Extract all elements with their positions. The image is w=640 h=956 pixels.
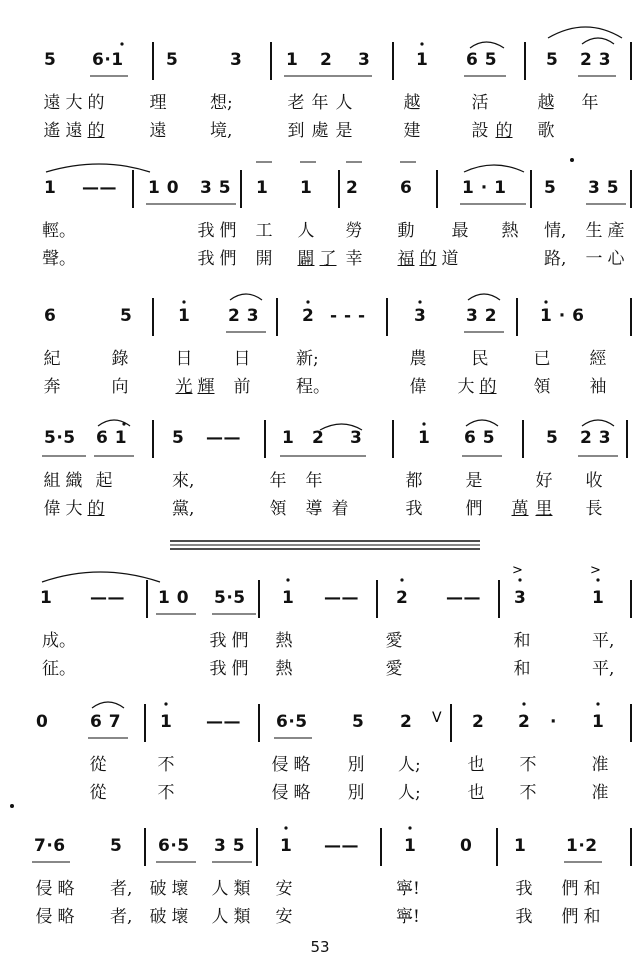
note: 2 3 — [580, 50, 612, 70]
lyric-char: 勞 — [345, 221, 363, 241]
lyric-char: 我 — [209, 659, 227, 679]
lyric-char: 的 — [87, 93, 105, 113]
lyric-char: 壞 — [171, 879, 189, 899]
lyric-char: 大 — [65, 93, 83, 113]
lyric-char: 別 — [347, 755, 365, 775]
note: 5 — [546, 50, 559, 70]
note: 5·5 — [44, 428, 76, 448]
lyric-char: 從 — [89, 783, 107, 803]
note: 7·6 — [34, 836, 66, 856]
lyric-char: 老 — [287, 93, 305, 113]
lyric-char: 准 — [591, 783, 609, 803]
lyric-char: 平, — [592, 659, 615, 679]
lyric-char: 類 — [233, 907, 251, 927]
lyric-char: 錄 — [111, 349, 129, 369]
lyric-char: 起 — [95, 471, 113, 491]
lyric-char: 日 — [233, 349, 251, 369]
lyric-char: 理 — [149, 93, 167, 113]
lyric-char: 熱 — [275, 631, 293, 651]
lyric-char: 心 — [607, 249, 625, 269]
note: 1 · 6 — [540, 306, 585, 326]
lyric-char: 路, — [544, 249, 567, 269]
lyric-char: 人 — [297, 221, 315, 241]
lyric-char: 我 — [197, 221, 215, 241]
lyric-char: 的 — [87, 499, 105, 519]
lyric-char: 年 — [581, 93, 599, 113]
note: 1·2 — [566, 836, 598, 856]
note: 1 — [178, 306, 191, 326]
note: 5 — [172, 428, 185, 448]
lyric-char: 闢 — [297, 249, 315, 269]
lyric-char: 我 — [405, 499, 423, 519]
note: 1 — [592, 712, 605, 732]
svg-text:>: > — [590, 563, 601, 578]
lyric-char: 偉 — [409, 377, 427, 397]
lyric-char: 好 — [535, 471, 553, 491]
lyric-char: 略 — [57, 879, 75, 899]
note: —— — [206, 428, 241, 448]
lyric-char: 產 — [607, 221, 625, 241]
note: - - - — [330, 306, 366, 326]
lyric-char: 和 — [513, 659, 531, 679]
lyric-char: 開 — [255, 249, 273, 269]
lyric-char: 遠 — [43, 93, 61, 113]
lyric-char: 征。 — [42, 659, 76, 679]
note: 5 — [120, 306, 133, 326]
lyric-char: 都 — [405, 471, 423, 491]
note: 6 7 — [90, 712, 122, 732]
lyric-char: 民 — [471, 349, 489, 369]
lyric-char: 工 — [255, 221, 273, 241]
lyric-char: 我 — [209, 631, 227, 651]
note: · — [550, 712, 557, 732]
note: 3 2 — [466, 306, 498, 326]
note: 5·5 — [214, 588, 246, 608]
note: 0 — [460, 836, 473, 856]
lyric-char: 光 — [175, 377, 193, 397]
note: 1 — [416, 50, 429, 70]
lyric-char: 大 — [457, 377, 475, 397]
lyric-char: 收 — [585, 471, 603, 491]
lyric-char: 偉 — [43, 499, 61, 519]
lyric-char: 農 — [409, 349, 427, 369]
note: —— — [82, 178, 117, 198]
lyric-char: 經 — [589, 349, 607, 369]
lyric-char: 遙 — [43, 121, 61, 141]
note: 1 — [282, 428, 295, 448]
lyric-char: 領 — [533, 377, 551, 397]
lyric-char: 寧! — [396, 907, 420, 927]
lyric-char: 熱 — [275, 659, 293, 679]
lyric-char: 年 — [311, 93, 329, 113]
lyric-char: 人; — [398, 755, 421, 775]
lyric-char: 袖 — [589, 377, 607, 397]
lyric-char: 越 — [537, 93, 555, 113]
lyric-char: 到 — [287, 121, 305, 141]
lyric-char: 長 — [585, 499, 603, 519]
note: 5 — [546, 428, 559, 448]
lyric-char: 人 — [335, 93, 353, 113]
note: 1 — [286, 50, 299, 70]
lyric-char: 大 — [65, 499, 83, 519]
lyric-char: 輕。 — [42, 221, 76, 241]
lyric-char: 們 — [231, 659, 249, 679]
svg-text:>: > — [512, 563, 523, 578]
lyric-char: 越 — [403, 93, 421, 113]
lyric-char: 壞 — [171, 907, 189, 927]
note: 2 — [396, 588, 409, 608]
lyric-char: 們 — [561, 907, 579, 927]
note: 6·1 — [92, 50, 124, 70]
lyric-char: 福 — [397, 249, 415, 269]
note: 2 3 — [228, 306, 260, 326]
note: 1 0 — [158, 588, 190, 608]
note: 2 — [518, 712, 531, 732]
lyric-char: 前 — [233, 377, 251, 397]
lyric-char: 動 — [397, 221, 415, 241]
note: 5 — [110, 836, 123, 856]
lyric-char: 我 — [515, 907, 533, 927]
lyric-char: 歌 — [537, 121, 555, 141]
note: 3 5 — [200, 178, 232, 198]
note: 1 — [592, 588, 605, 608]
lyric-char: 愛 — [385, 659, 403, 679]
note: 5 — [352, 712, 365, 732]
lyric-char: 遠 — [149, 121, 167, 141]
lyric-char: 和 — [513, 631, 531, 651]
lyric-char: 的 — [419, 249, 437, 269]
lyric-char: 我 — [515, 879, 533, 899]
lyric-char: 奔 — [43, 377, 61, 397]
note: 5 — [44, 50, 57, 70]
lyric-char: 輝 — [197, 377, 215, 397]
lyric-char: 不 — [519, 783, 537, 803]
note: 1 — [160, 712, 173, 732]
note: 6 — [400, 178, 413, 198]
svg-text:V: V — [432, 710, 442, 726]
note: 3 5 — [214, 836, 246, 856]
lyric-char: 者, — [110, 907, 133, 927]
note: 6 — [44, 306, 57, 326]
lyric-char: 熱 — [501, 221, 519, 241]
note: 3 — [514, 588, 527, 608]
lyric-char: 略 — [57, 907, 75, 927]
lyric-char: 從 — [89, 755, 107, 775]
note: 1 — [418, 428, 431, 448]
lyric-char: 不 — [157, 783, 175, 803]
note: 6 1 — [96, 428, 128, 448]
lyric-char: 境, — [210, 121, 233, 141]
lyric-char: 年 — [269, 471, 287, 491]
lyric-char: 人 — [211, 907, 229, 927]
lyric-char: 人 — [211, 879, 229, 899]
lyric-char: 略 — [293, 755, 311, 775]
lyric-char: 的 — [87, 121, 105, 141]
note: —— — [324, 836, 359, 856]
lyric-char: 里 — [535, 499, 553, 519]
lyric-char: 准 — [591, 755, 609, 775]
lyric-char: 們 — [219, 249, 237, 269]
lyric-char: 們 — [219, 221, 237, 241]
lyric-char: 紀 — [43, 349, 61, 369]
note: 6·5 — [276, 712, 308, 732]
lyric-char: 想; — [210, 93, 233, 113]
lyric-char: 破 — [149, 879, 167, 899]
lyric-char: 成。 — [42, 631, 76, 651]
lyric-char: 安 — [275, 907, 293, 927]
lyric-char: 了 — [319, 249, 337, 269]
lyric-char: 也 — [467, 783, 485, 803]
lyric-char: 侵 — [35, 879, 53, 899]
lyric-char: 也 — [467, 755, 485, 775]
note: 0 — [36, 712, 49, 732]
note: 2 — [472, 712, 485, 732]
lyric-char: 們 — [231, 631, 249, 651]
lyric-char: 和 — [583, 879, 601, 899]
note: —— — [206, 712, 241, 732]
note: 1 — [44, 178, 57, 198]
note: 1 0 — [148, 178, 180, 198]
lyric-char: 一 — [585, 249, 603, 269]
note: 2 3 — [580, 428, 612, 448]
note: 5 — [166, 50, 179, 70]
lyric-char: 日 — [175, 349, 193, 369]
lyric-char: 的 — [479, 377, 497, 397]
lyric-char: 別 — [347, 783, 365, 803]
lyric-char: 萬 — [511, 499, 529, 519]
note: —— — [90, 588, 125, 608]
lyric-char: 生 — [585, 221, 603, 241]
lyric-char: 幸 — [345, 249, 363, 269]
note: 3 — [414, 306, 427, 326]
lyric-char: 不 — [157, 755, 175, 775]
note: 3 5 — [588, 178, 620, 198]
lyric-char: 愛 — [385, 631, 403, 651]
lyric-char: 破 — [149, 907, 167, 927]
lyric-char: 已 — [533, 349, 551, 369]
lyric-char: 織 — [65, 471, 83, 491]
note: 2 — [302, 306, 315, 326]
note: —— — [324, 588, 359, 608]
lyric-char: 們 — [561, 879, 579, 899]
note: 6 5 — [464, 428, 496, 448]
lyric-char: 導 — [305, 499, 323, 519]
lyric-char: 最 — [451, 221, 469, 241]
lyric-char: 向 — [111, 377, 129, 397]
note: 3 — [350, 428, 363, 448]
note: 1 — [300, 178, 313, 198]
lyric-char: 設 — [471, 121, 489, 141]
lyric-char: 們 — [465, 499, 483, 519]
note: 6 5 — [466, 50, 498, 70]
lyric-char: 不 — [519, 755, 537, 775]
lyric-char: 寧! — [396, 879, 420, 899]
lyric-char: 年 — [305, 471, 323, 491]
lyric-char: 新; — [296, 349, 319, 369]
note: 2 — [400, 712, 413, 732]
note: 5 — [544, 178, 557, 198]
lyric-char: 着 — [331, 499, 349, 519]
lyric-char: 略 — [293, 783, 311, 803]
lyric-char: 人; — [398, 783, 421, 803]
note: 1 — [282, 588, 295, 608]
note: 2 — [346, 178, 359, 198]
note: 2 — [320, 50, 333, 70]
note: 1 — [404, 836, 417, 856]
lyric-char: 遠 — [65, 121, 83, 141]
note: 1 — [256, 178, 269, 198]
lyric-char: 聲。 — [42, 249, 76, 269]
note: 2 — [312, 428, 325, 448]
page-number: 53 — [310, 938, 330, 956]
lyric-char: 者, — [110, 879, 133, 899]
lyric-char: 侵 — [271, 783, 289, 803]
lyric-char: 類 — [233, 879, 251, 899]
lyric-char: 我 — [197, 249, 215, 269]
note: —— — [446, 588, 481, 608]
lyric-char: 活 — [471, 93, 489, 113]
lyric-char: 處 — [311, 121, 329, 141]
lyric-char: 程。 — [296, 377, 330, 397]
lyric-char: 侵 — [271, 755, 289, 775]
note: 1 · 1 — [462, 178, 507, 198]
note: 3 — [358, 50, 371, 70]
lyric-char: 道 — [441, 249, 459, 269]
lyric-char: 組 — [43, 471, 61, 491]
lyric-char: 領 — [269, 499, 287, 519]
lyric-char: 建 — [403, 121, 421, 141]
lyric-char: 黨, — [172, 499, 195, 519]
lyric-char: 的 — [495, 121, 513, 141]
note: 1 — [40, 588, 53, 608]
note: 1 — [514, 836, 527, 856]
lyric-char: 是 — [465, 471, 483, 491]
note: 6·5 — [158, 836, 190, 856]
lyric-char: 和 — [583, 907, 601, 927]
lyric-char: 來, — [172, 471, 195, 491]
lyric-char: 安 — [275, 879, 293, 899]
note: 1 — [280, 836, 293, 856]
lyric-char: 情, — [544, 221, 567, 241]
lyric-char: 是 — [335, 121, 353, 141]
lyric-char: 平, — [592, 631, 615, 651]
lyric-char: 侵 — [35, 907, 53, 927]
note: 3 — [230, 50, 243, 70]
